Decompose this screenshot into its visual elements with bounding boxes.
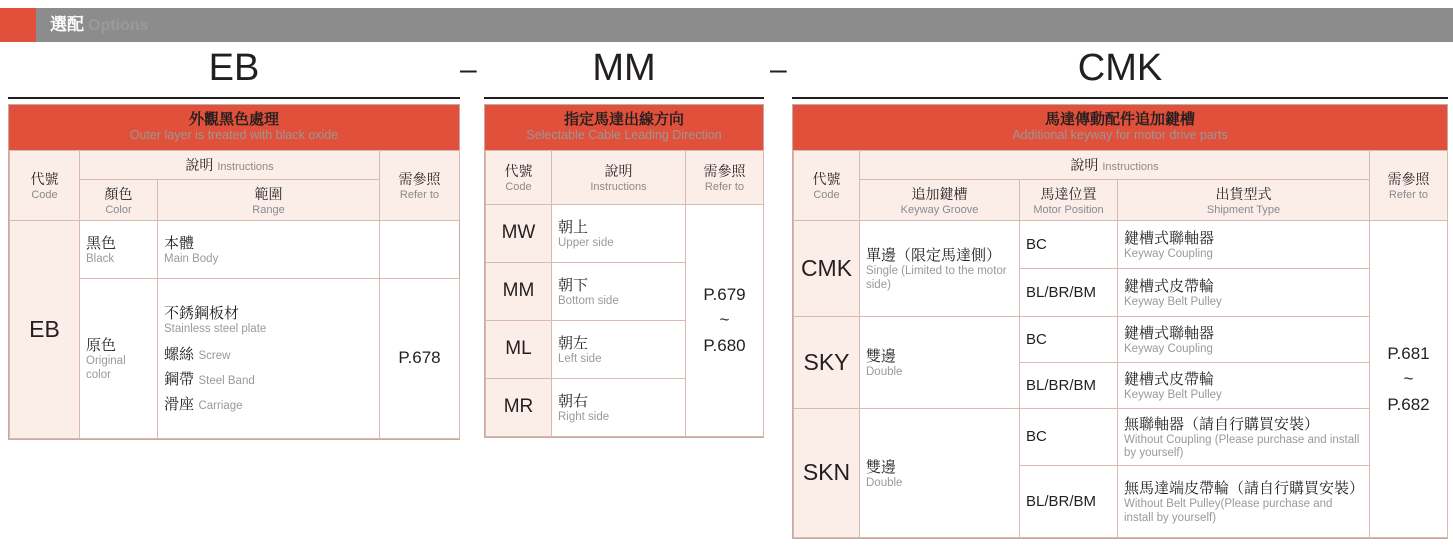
cell-cmk-ship-sky-bc-zh: 鍵槽式聯軸器: [1124, 324, 1215, 342]
cell-mm-refer-tilde: ~: [719, 310, 730, 330]
th-mm-refer: [686, 150, 764, 204]
table-cmk: [792, 104, 1448, 539]
eb-range-carriage-zh: 滑座: [164, 396, 195, 414]
table-eb-header-en: Outer layer is treated with black oxide: [129, 128, 339, 143]
th-eb-instructions-en: Instructions: [217, 160, 274, 173]
cell-cmk-keyway-sky-en: Double: [866, 365, 903, 378]
table-mm: [484, 104, 764, 438]
code-headings: [0, 44, 1453, 94]
cell-cmk-refer-line1: P.681: [1387, 343, 1430, 363]
cell-eb-color-2: [80, 278, 158, 438]
cell-mm-desc-ml-en: Left side: [558, 352, 602, 365]
table-row: [486, 204, 764, 262]
th-cmk-shipment-en: Shipment Type: [1206, 203, 1281, 216]
cell-eb-code: EB: [10, 220, 80, 438]
th-mm-code-zh: 代號: [504, 163, 533, 180]
cell-eb-color-1-en: Black: [86, 252, 115, 265]
th-mm-code-en: Code: [505, 181, 532, 194]
cell-cmk-keyway-skn: [860, 408, 1020, 538]
cell-cmk-ship-cmk-bc-en: Keyway Coupling: [1124, 247, 1213, 260]
th-cmk-instructions-zh: 說明: [1070, 156, 1099, 173]
cell-mm-desc-ml-zh: 朝左: [558, 334, 589, 352]
th-eb-color-en: Color: [105, 203, 132, 216]
cell-eb-color-2-en: Original color: [86, 354, 126, 381]
th-eb-code: [10, 150, 80, 220]
cell-mm-desc-mm-en: Bottom side: [558, 294, 619, 307]
th-cmk-code-zh: 代號: [812, 171, 841, 188]
cell-cmk-ship-skn-bc-en: Without Coupling (Please purchase and install by yourself): [1124, 433, 1360, 460]
cell-cmk-refer: [1370, 220, 1448, 538]
cell-cmk-keyway-cmk: [860, 220, 1020, 316]
cell-cmk-keyway-skn-en: Double: [866, 476, 903, 489]
cell-cmk-code-sky: SKY: [794, 316, 860, 408]
cell-cmk-pos-cmk-bc: BC: [1020, 220, 1118, 268]
cell-cmk-ship-sky-blbrbm: [1118, 362, 1370, 408]
cell-cmk-ship-sky-bc: [1118, 316, 1370, 362]
cell-mm-code-mw: MW: [486, 204, 552, 262]
th-cmk-code-en: Code: [813, 189, 840, 202]
table-cmk-header-en: Additional keyway for motor drive parts: [1012, 128, 1228, 143]
th-cmk-refer-en: Refer to: [1388, 189, 1429, 202]
th-cmk-refer: [1370, 150, 1448, 220]
cell-mm-code-ml: ML: [486, 320, 552, 378]
th-cmk-keyway-zh: 追加鍵槽: [911, 185, 968, 202]
underline-cmk: [792, 97, 1448, 99]
page-title-zh: 選配: [50, 15, 84, 34]
cell-cmk-ship-sky-blbrbm-en: Keyway Belt Pulley: [1124, 388, 1222, 401]
table-eb: [8, 104, 460, 440]
th-eb-refer: [380, 150, 460, 220]
th-eb-instructions: [80, 150, 380, 179]
cell-cmk-ship-skn-blbrbm: [1118, 466, 1370, 538]
eb-range-screw-en: Screw: [198, 350, 231, 363]
table-cmk-header: [793, 105, 1447, 150]
cell-mm-desc-mr-zh: 朝右: [558, 392, 589, 410]
underline-mm: [484, 97, 764, 99]
cell-cmk-ship-skn-blbrbm-zh: 無馬達端皮帶輪（請自行購買安裝）: [1124, 480, 1365, 498]
table-eb-header: [9, 105, 459, 150]
cell-eb-color-1-zh: 黑色: [86, 234, 117, 252]
cell-mm-code-mr: MR: [486, 378, 552, 436]
table-cmk-grid: [793, 150, 1448, 539]
cell-eb-range-2: [158, 278, 380, 438]
cell-cmk-ship-cmk-blbrbm-en: Keyway Belt Pulley: [1124, 295, 1222, 308]
cell-cmk-keyway-skn-zh: 雙邊: [866, 458, 897, 476]
th-cmk-code: [794, 150, 860, 220]
cell-mm-refer-line1: P.679: [703, 284, 746, 304]
th-eb-refer-en: Refer to: [399, 189, 440, 202]
eb-range-carriage-en: Carriage: [198, 400, 243, 413]
th-eb-range-en: Range: [252, 203, 285, 216]
cell-cmk-pos-cmk-blbrbm: BL/BR/BM: [1020, 268, 1118, 316]
cell-mm-desc-mr: [552, 378, 686, 436]
table-row: [794, 220, 1448, 268]
cell-cmk-keyway-sky: [860, 316, 1020, 408]
cell-cmk-ship-sky-blbrbm-zh: 鍵槽式皮帶輪: [1124, 370, 1215, 388]
page-title: [50, 8, 148, 42]
th-cmk-instructions: [860, 150, 1370, 179]
th-eb-color-zh: 顏色: [104, 185, 133, 202]
code-heading-mm: MM: [592, 47, 656, 89]
header-accent-block: [0, 8, 36, 42]
th-eb-refer-zh: 需參照: [398, 171, 441, 188]
cell-cmk-ship-cmk-blbrbm: [1118, 268, 1370, 316]
cell-cmk-code-cmk: CMK: [794, 220, 860, 316]
cell-cmk-refer-line2: P.682: [1387, 394, 1430, 414]
th-mm-code: [486, 150, 552, 204]
cell-cmk-pos-sky-blbrbm: BL/BR/BM: [1020, 362, 1118, 408]
th-mm-refer-en: Refer to: [704, 181, 745, 194]
cell-mm-refer: [686, 204, 764, 436]
eb-range-band-zh: 鋼帶: [164, 371, 195, 389]
cell-eb-range-1-en: Main Body: [164, 252, 219, 265]
cell-cmk-ship-sky-bc-en: Keyway Coupling: [1124, 342, 1213, 355]
table-mm-grid: [485, 150, 764, 437]
th-cmk-shipment-zh: 出貨型式: [1215, 185, 1272, 202]
th-mm-instructions: [552, 150, 686, 204]
cell-eb-color-1: [80, 220, 158, 278]
cell-cmk-ship-cmk-blbrbm-zh: 鍵槽式皮帶輪: [1124, 277, 1215, 295]
eb-range-band-en: Steel Band: [198, 375, 255, 388]
th-mm-instructions-en: Instructions: [590, 181, 647, 194]
code-heading-cmk: CMK: [1077, 47, 1163, 89]
th-cmk-keyway-en: Keyway Groove: [900, 203, 979, 216]
th-cmk-instructions-en: Instructions: [1102, 160, 1159, 173]
th-cmk-motorpos-en: Motor Position: [1033, 203, 1104, 216]
table-row: [794, 316, 1448, 362]
code-separator-2: –: [770, 53, 787, 86]
th-eb-range-zh: 範圍: [254, 185, 283, 202]
options-header-bar: [0, 8, 1453, 42]
cell-cmk-pos-skn-blbrbm: BL/BR/BM: [1020, 466, 1118, 538]
eb-range-plate-zh: 不銹鋼板材: [164, 305, 240, 323]
th-cmk-shipment: [1118, 179, 1370, 220]
eb-range-item-band: [164, 368, 373, 389]
th-cmk-motorpos: [1020, 179, 1118, 220]
th-eb-instructions-zh: 說明: [185, 156, 214, 173]
cell-mm-code-mm: MM: [486, 262, 552, 320]
table-mm-header-en: Selectable Cable Leading Direction: [526, 128, 722, 143]
code-separator-1: –: [460, 53, 477, 86]
table-mm-header-zh: 指定馬達出線方向: [563, 111, 684, 128]
cell-cmk-pos-skn-bc: BC: [1020, 408, 1118, 466]
cell-cmk-ship-skn-bc: [1118, 408, 1370, 466]
cell-cmk-pos-sky-bc: BC: [1020, 316, 1118, 362]
table-cmk-header-zh: 馬達傳動配件追加鍵槽: [1044, 111, 1195, 128]
page-title-en: Options: [88, 17, 149, 34]
th-eb-code-zh: 代號: [30, 171, 59, 188]
cell-mm-desc-mw-zh: 朝上: [558, 218, 589, 236]
th-cmk-motorpos-zh: 馬達位置: [1040, 185, 1097, 202]
table-eb-grid: [9, 150, 460, 439]
eb-range-plate-en: Stainless steel plate: [164, 323, 267, 336]
table-row: [10, 220, 460, 278]
cell-eb-color-2-zh: 原色: [86, 336, 117, 354]
table-cmk-head-row-2: [794, 179, 1448, 220]
cell-cmk-keyway-cmk-zh: 單邊（限定馬達側）: [866, 246, 1002, 264]
cell-eb-refer: P.678: [380, 278, 460, 438]
table-cmk-head-row-1: [794, 150, 1448, 179]
table-row: [794, 408, 1448, 466]
th-mm-refer-zh: 需參照: [703, 163, 746, 180]
th-eb-color: [80, 179, 158, 220]
cell-cmk-refer-tilde: ~: [1403, 369, 1414, 389]
th-eb-range: [158, 179, 380, 220]
cell-eb-range-1-zh: 本體: [164, 234, 195, 252]
eb-range-item-carriage: [164, 393, 373, 414]
cell-cmk-keyway-sky-zh: 雙邊: [866, 347, 897, 365]
cell-mm-desc-ml: [552, 320, 686, 378]
cell-cmk-ship-cmk-bc-zh: 鍵槽式聯軸器: [1124, 229, 1215, 247]
cell-mm-desc-mr-en: Right side: [558, 410, 610, 423]
cell-cmk-code-skn: SKN: [794, 408, 860, 538]
table-eb-header-zh: 外觀黑色處理: [188, 111, 279, 128]
cell-eb-range-1: [158, 220, 380, 278]
cell-mm-desc-mm-zh: 朝下: [558, 276, 589, 294]
eb-range-item-screw: [164, 343, 373, 364]
cell-cmk-ship-skn-blbrbm-en: Without Belt Pulley(Please purchase and install by yourself): [1124, 498, 1333, 525]
table-mm-header: [485, 105, 763, 150]
table-eb-head-row-1: [10, 150, 460, 179]
eb-range-screw-zh: 螺絲: [164, 346, 195, 364]
code-heading-eb: EB: [208, 47, 260, 89]
cell-cmk-keyway-cmk-en: Single (Limited to the motor side): [866, 264, 1007, 291]
cell-cmk-ship-skn-bc-zh: 無聯軸器（請自行購買安裝）: [1124, 415, 1320, 433]
cell-mm-desc-mw-en: Upper side: [558, 236, 614, 249]
th-mm-instructions-zh: 說明: [604, 163, 633, 180]
cell-mm-refer-line2: P.680: [703, 335, 746, 355]
th-eb-code-en: Code: [31, 189, 58, 202]
th-cmk-refer-zh: 需參照: [1387, 171, 1430, 188]
th-cmk-keyway: [860, 179, 1020, 220]
table-mm-head-row: [486, 150, 764, 204]
cell-mm-desc-mw: [552, 204, 686, 262]
cell-mm-desc-mm: [552, 262, 686, 320]
eb-range-item-plate: [164, 302, 373, 337]
underline-eb: [8, 97, 460, 99]
cell-cmk-ship-cmk-bc: [1118, 220, 1370, 268]
